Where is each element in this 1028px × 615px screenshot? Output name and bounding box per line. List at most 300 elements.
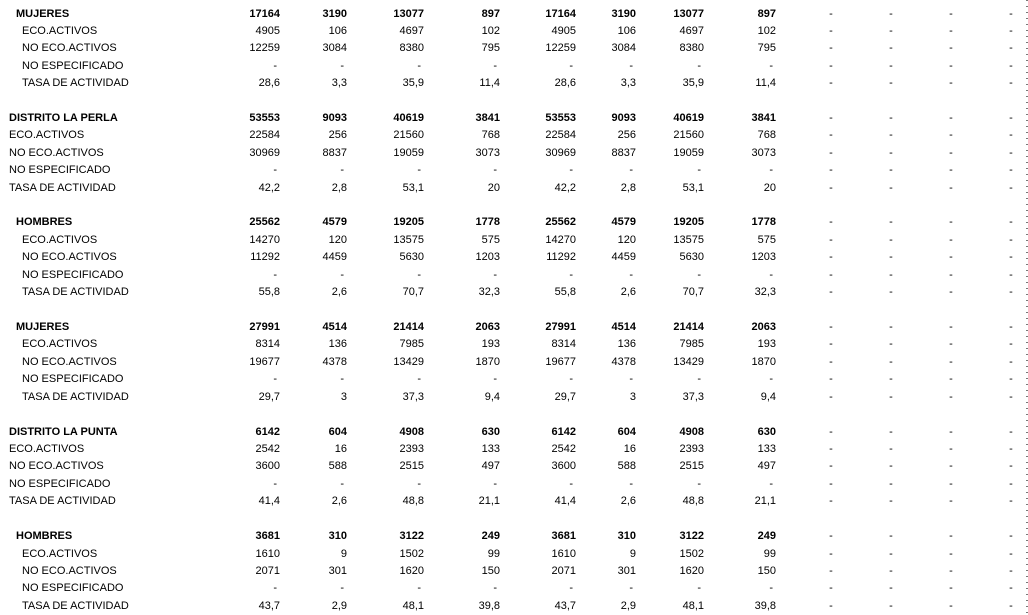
empty-cell: - <box>829 565 833 577</box>
value-cell: - <box>340 60 344 72</box>
value-cell: 8837 <box>611 147 636 159</box>
empty-cell: - <box>1009 25 1013 37</box>
table-row <box>0 214 1028 231</box>
empty-cell: - <box>949 582 953 594</box>
table-row <box>0 424 1028 441</box>
table-row <box>0 75 1028 92</box>
value-cell: 20 <box>763 182 776 194</box>
empty-cell: - <box>1009 77 1013 89</box>
value-cell: - <box>697 582 701 594</box>
value-cell: 48,1 <box>682 600 704 612</box>
value-cell: 575 <box>757 234 776 246</box>
empty-cell: - <box>1009 391 1013 403</box>
value-cell: 301 <box>328 565 347 577</box>
value-cell: 2,9 <box>331 600 347 612</box>
value-cell: 1778 <box>751 216 776 228</box>
table-row <box>0 441 1028 458</box>
value-cell: - <box>629 269 633 281</box>
value-cell: 43,7 <box>554 600 576 612</box>
value-cell: 1778 <box>475 216 500 228</box>
empty-cell: - <box>1009 530 1013 542</box>
row-label: NO ECO.ACTIVOS <box>22 42 117 54</box>
empty-cell: - <box>829 112 833 124</box>
empty-cell: - <box>889 8 893 20</box>
value-cell: 256 <box>328 129 347 141</box>
empty-cell: - <box>1009 234 1013 246</box>
value-cell: - <box>340 269 344 281</box>
table-row <box>0 528 1028 545</box>
value-cell: 32,3 <box>754 286 776 298</box>
table-row <box>0 336 1028 353</box>
empty-cell: - <box>1009 460 1013 472</box>
value-cell: 2542 <box>551 443 576 455</box>
value-cell: 19205 <box>673 216 704 228</box>
row-label: HOMBRES <box>16 530 73 542</box>
row-label: NO ECO.ACTIVOS <box>22 251 117 263</box>
empty-cell: - <box>949 60 953 72</box>
empty-cell: - <box>889 373 893 385</box>
value-cell: 9 <box>340 548 347 560</box>
row-label: TASA DE ACTIVIDAD <box>22 286 129 298</box>
value-cell: 35,9 <box>682 77 704 89</box>
empty-cell: - <box>949 460 953 472</box>
value-cell: - <box>417 60 421 72</box>
value-cell: 4905 <box>255 25 280 37</box>
empty-cell: - <box>829 321 833 333</box>
value-cell: 13077 <box>393 8 424 20</box>
value-cell: 3600 <box>551 460 576 472</box>
value-cell: 9,4 <box>760 391 776 403</box>
empty-cell: - <box>829 426 833 438</box>
row-label: NO ECO.ACTIVOS <box>9 147 104 159</box>
empty-cell: - <box>829 460 833 472</box>
table-row <box>0 580 1028 597</box>
table-row <box>0 389 1028 406</box>
value-cell: - <box>340 164 344 176</box>
empty-cell: - <box>1009 373 1013 385</box>
empty-cell: - <box>949 8 953 20</box>
value-cell: 4908 <box>399 426 424 438</box>
empty-cell: - <box>949 286 953 298</box>
empty-cell: - <box>829 582 833 594</box>
empty-cell: - <box>829 373 833 385</box>
value-cell: 897 <box>481 8 500 20</box>
empty-cell: - <box>829 600 833 612</box>
row-label: ECO.ACTIVOS <box>9 129 85 141</box>
row-label: HOMBRES <box>16 216 73 228</box>
value-cell: 2,8 <box>331 182 347 194</box>
value-cell: 11292 <box>546 251 576 263</box>
value-cell: 28,6 <box>258 77 280 89</box>
value-cell: 2063 <box>475 321 500 333</box>
value-cell: 41,4 <box>258 495 280 507</box>
value-cell: 48,8 <box>402 495 424 507</box>
empty-cell: - <box>829 478 833 490</box>
row-label: NO ESPECIFICADO <box>22 373 124 385</box>
value-cell: 22584 <box>249 129 280 141</box>
empty-cell: - <box>829 147 833 159</box>
value-cell: - <box>569 373 573 385</box>
empty-cell: - <box>889 426 893 438</box>
table-row <box>0 127 1028 144</box>
empty-cell: - <box>1009 495 1013 507</box>
empty-cell: - <box>889 391 893 403</box>
row-label: TASA DE ACTIVIDAD <box>9 182 116 194</box>
value-cell: 3600 <box>255 460 280 472</box>
value-cell: 19059 <box>673 147 704 159</box>
value-cell: 3 <box>340 391 347 403</box>
value-cell: 604 <box>617 426 636 438</box>
value-cell: 25562 <box>249 216 280 228</box>
value-cell: 897 <box>757 8 776 20</box>
value-cell: 99 <box>487 548 500 560</box>
value-cell: 53553 <box>249 112 280 124</box>
row-label: NO ESPECIFICADO <box>22 582 124 594</box>
value-cell: 3681 <box>255 530 280 542</box>
value-cell: - <box>340 373 344 385</box>
value-cell: 35,9 <box>402 77 424 89</box>
empty-cell: - <box>889 443 893 455</box>
empty-cell: - <box>1009 600 1013 612</box>
value-cell: 12259 <box>545 42 576 54</box>
row-label: ECO.ACTIVOS <box>22 548 98 560</box>
value-cell: 8314 <box>551 338 576 350</box>
value-cell: 9 <box>629 548 636 560</box>
empty-cell: - <box>949 129 953 141</box>
value-cell: 9,4 <box>484 391 500 403</box>
value-cell: - <box>569 478 573 490</box>
empty-cell: - <box>949 216 953 228</box>
empty-cell: - <box>829 548 833 560</box>
value-cell: 256 <box>617 129 636 141</box>
table-row <box>0 476 1028 493</box>
value-cell: 1203 <box>751 251 776 263</box>
row-label: NO ECO.ACTIVOS <box>22 565 117 577</box>
value-cell: 13077 <box>673 8 704 20</box>
value-cell: 5630 <box>399 251 424 263</box>
value-cell: 27991 <box>249 321 280 333</box>
value-cell: - <box>569 269 573 281</box>
value-cell: 120 <box>617 234 636 246</box>
value-cell: 1502 <box>679 548 704 560</box>
value-cell: 3073 <box>751 147 776 159</box>
value-cell: 2,6 <box>620 286 636 298</box>
value-cell: 193 <box>481 338 500 350</box>
value-cell: 630 <box>757 426 776 438</box>
empty-cell: - <box>1009 478 1013 490</box>
table-row <box>0 180 1028 197</box>
value-cell: 40619 <box>673 112 704 124</box>
empty-cell: - <box>829 356 833 368</box>
value-cell: 4905 <box>551 25 576 37</box>
value-cell: 13429 <box>673 356 704 368</box>
empty-cell: - <box>889 530 893 542</box>
row-label: NO ECO.ACTIVOS <box>22 356 117 368</box>
empty-cell: - <box>1009 565 1013 577</box>
value-cell: 630 <box>481 426 500 438</box>
value-cell: - <box>697 164 701 176</box>
value-cell: 102 <box>757 25 776 37</box>
value-cell: - <box>417 582 421 594</box>
value-cell: 4378 <box>611 356 636 368</box>
value-cell: - <box>417 269 421 281</box>
value-cell: - <box>417 164 421 176</box>
empty-cell: - <box>1009 269 1013 281</box>
value-cell: 21414 <box>393 321 424 333</box>
value-cell: 30969 <box>249 147 280 159</box>
value-cell: 3841 <box>751 112 776 124</box>
empty-cell: - <box>949 530 953 542</box>
empty-cell: - <box>949 356 953 368</box>
value-cell: 2,9 <box>620 600 636 612</box>
value-cell: 21,1 <box>478 495 500 507</box>
table-row <box>0 40 1028 57</box>
value-cell: 2063 <box>751 321 776 333</box>
value-cell: - <box>697 478 701 490</box>
table-row <box>0 58 1028 75</box>
value-cell: 4459 <box>322 251 347 263</box>
value-cell: 48,1 <box>402 600 424 612</box>
value-cell: 2,6 <box>331 495 347 507</box>
row-label: NO ECO.ACTIVOS <box>9 460 104 472</box>
value-cell: 3681 <box>551 530 576 542</box>
value-cell: - <box>629 582 633 594</box>
value-cell: 39,8 <box>478 600 500 612</box>
value-cell: 21,1 <box>754 495 776 507</box>
value-cell: 2,8 <box>620 182 636 194</box>
value-cell: 37,3 <box>682 391 704 403</box>
empty-cell: - <box>829 182 833 194</box>
table-row <box>0 598 1028 615</box>
value-cell: - <box>697 373 701 385</box>
value-cell: 32,3 <box>478 286 500 298</box>
empty-cell: - <box>1009 251 1013 263</box>
empty-cell: - <box>889 129 893 141</box>
value-cell: 19059 <box>393 147 424 159</box>
value-cell: - <box>697 269 701 281</box>
value-cell: 4579 <box>322 216 347 228</box>
value-cell: 3190 <box>322 8 347 20</box>
empty-cell: - <box>949 495 953 507</box>
empty-cell: - <box>949 443 953 455</box>
value-cell: 8314 <box>255 338 280 350</box>
value-cell: 2,6 <box>331 286 347 298</box>
empty-cell: - <box>829 42 833 54</box>
value-cell: 106 <box>617 25 636 37</box>
row-label: NO ESPECIFICADO <box>9 164 111 176</box>
row-label: DISTRITO LA PUNTA <box>9 426 118 438</box>
value-cell: 19677 <box>545 356 576 368</box>
value-cell: 768 <box>757 129 776 141</box>
value-cell: 8837 <box>322 147 347 159</box>
empty-cell: - <box>1009 426 1013 438</box>
table-row <box>0 162 1028 179</box>
value-cell: 41,4 <box>554 495 576 507</box>
empty-cell: - <box>949 42 953 54</box>
value-cell: 19205 <box>393 216 424 228</box>
row-label: ECO.ACTIVOS <box>9 443 85 455</box>
value-cell: 22584 <box>545 129 576 141</box>
value-cell: 27991 <box>545 321 576 333</box>
empty-cell: - <box>829 164 833 176</box>
value-cell: 133 <box>757 443 776 455</box>
value-cell: 16 <box>623 443 636 455</box>
value-cell: 575 <box>481 234 500 246</box>
value-cell: 55,8 <box>554 286 576 298</box>
empty-cell: - <box>829 216 833 228</box>
empty-cell: - <box>1009 582 1013 594</box>
empty-cell: - <box>889 182 893 194</box>
value-cell: 29,7 <box>554 391 576 403</box>
value-cell: - <box>340 582 344 594</box>
empty-cell: - <box>889 164 893 176</box>
row-label: ECO.ACTIVOS <box>22 338 98 350</box>
empty-cell: - <box>829 251 833 263</box>
empty-cell: - <box>1009 216 1013 228</box>
value-cell: - <box>340 478 344 490</box>
value-cell: 5630 <box>679 251 704 263</box>
empty-cell: - <box>889 460 893 472</box>
value-cell: 136 <box>617 338 636 350</box>
empty-cell: - <box>829 77 833 89</box>
row-label: NO ESPECIFICADO <box>22 60 124 72</box>
value-cell: 12259 <box>249 42 280 54</box>
empty-cell: - <box>1009 164 1013 176</box>
empty-cell: - <box>829 269 833 281</box>
value-cell: 3841 <box>475 112 500 124</box>
empty-cell: - <box>949 269 953 281</box>
row-label: NO ESPECIFICADO <box>22 269 124 281</box>
value-cell: 150 <box>757 565 776 577</box>
table-row <box>0 458 1028 475</box>
empty-cell: - <box>1009 286 1013 298</box>
value-cell: 4459 <box>611 251 636 263</box>
empty-cell: - <box>889 216 893 228</box>
value-cell: 497 <box>481 460 500 472</box>
empty-cell: - <box>1009 112 1013 124</box>
value-cell: 106 <box>328 25 347 37</box>
value-cell: 4908 <box>679 426 704 438</box>
empty-cell: - <box>889 338 893 350</box>
value-cell: 4378 <box>322 356 347 368</box>
empty-cell: - <box>949 77 953 89</box>
value-cell: - <box>569 60 573 72</box>
value-cell: 42,2 <box>258 182 280 194</box>
row-label: DISTRITO LA PERLA <box>9 112 118 124</box>
value-cell: 40619 <box>393 112 424 124</box>
value-cell: 42,2 <box>554 182 576 194</box>
row-label: NO ESPECIFICADO <box>9 478 111 490</box>
value-cell: 20 <box>487 182 500 194</box>
value-cell: 8380 <box>399 42 424 54</box>
empty-cell: - <box>949 391 953 403</box>
value-cell: 6142 <box>255 426 280 438</box>
value-cell: 28,6 <box>554 77 576 89</box>
empty-cell: - <box>889 251 893 263</box>
value-cell: - <box>697 60 701 72</box>
value-cell: - <box>629 164 633 176</box>
empty-cell: - <box>889 286 893 298</box>
value-cell: 7985 <box>399 338 424 350</box>
row-label: MUJERES <box>16 8 70 20</box>
value-cell: 2071 <box>255 565 280 577</box>
value-cell: - <box>493 269 497 281</box>
empty-cell: - <box>949 234 953 246</box>
value-cell: 249 <box>481 530 500 542</box>
value-cell: - <box>493 164 497 176</box>
value-cell: 588 <box>617 460 636 472</box>
empty-cell: - <box>1009 548 1013 560</box>
empty-cell: - <box>949 147 953 159</box>
value-cell: 1502 <box>399 548 424 560</box>
value-cell: 7985 <box>679 338 704 350</box>
row-label: ECO.ACTIVOS <box>22 234 98 246</box>
table-row <box>0 284 1028 301</box>
empty-cell: - <box>829 234 833 246</box>
empty-cell: - <box>949 338 953 350</box>
value-cell: 53553 <box>545 112 576 124</box>
value-cell: 310 <box>617 530 636 542</box>
row-label: ECO.ACTIVOS <box>22 25 98 37</box>
value-cell: - <box>493 582 497 594</box>
empty-cell: - <box>949 565 953 577</box>
table-row <box>0 546 1028 563</box>
value-cell: - <box>569 582 573 594</box>
empty-cell: - <box>1009 443 1013 455</box>
empty-cell: - <box>889 495 893 507</box>
value-cell: 1870 <box>751 356 776 368</box>
value-cell: 29,7 <box>258 391 280 403</box>
value-cell: 70,7 <box>402 286 424 298</box>
value-cell: - <box>273 60 277 72</box>
value-cell: 150 <box>481 565 500 577</box>
value-cell: 3190 <box>611 8 636 20</box>
row-label: TASA DE ACTIVIDAD <box>9 495 116 507</box>
value-cell: - <box>629 373 633 385</box>
empty-cell: - <box>829 129 833 141</box>
empty-cell: - <box>1009 42 1013 54</box>
empty-cell: - <box>1009 8 1013 20</box>
table-row <box>0 23 1028 40</box>
value-cell: 310 <box>328 530 347 542</box>
empty-cell: - <box>889 60 893 72</box>
empty-cell: - <box>949 251 953 263</box>
value-cell: 3084 <box>611 42 636 54</box>
value-cell: 14270 <box>545 234 576 246</box>
empty-cell: - <box>829 25 833 37</box>
empty-cell: - <box>889 582 893 594</box>
value-cell: - <box>493 478 497 490</box>
value-cell: 497 <box>757 460 776 472</box>
value-cell: 8380 <box>679 42 704 54</box>
value-cell: 3084 <box>322 42 347 54</box>
value-cell: 136 <box>328 338 347 350</box>
value-cell: - <box>769 269 773 281</box>
table-row <box>0 354 1028 371</box>
empty-cell: - <box>949 164 953 176</box>
value-cell: 768 <box>481 129 500 141</box>
value-cell: - <box>273 478 277 490</box>
row-label: TASA DE ACTIVIDAD <box>22 600 129 612</box>
empty-cell: - <box>949 321 953 333</box>
value-cell: - <box>273 164 277 176</box>
empty-cell: - <box>889 600 893 612</box>
empty-cell: - <box>1009 338 1013 350</box>
empty-cell: - <box>889 321 893 333</box>
value-cell: 53,1 <box>402 182 424 194</box>
value-cell: - <box>629 478 633 490</box>
empty-cell: - <box>889 269 893 281</box>
